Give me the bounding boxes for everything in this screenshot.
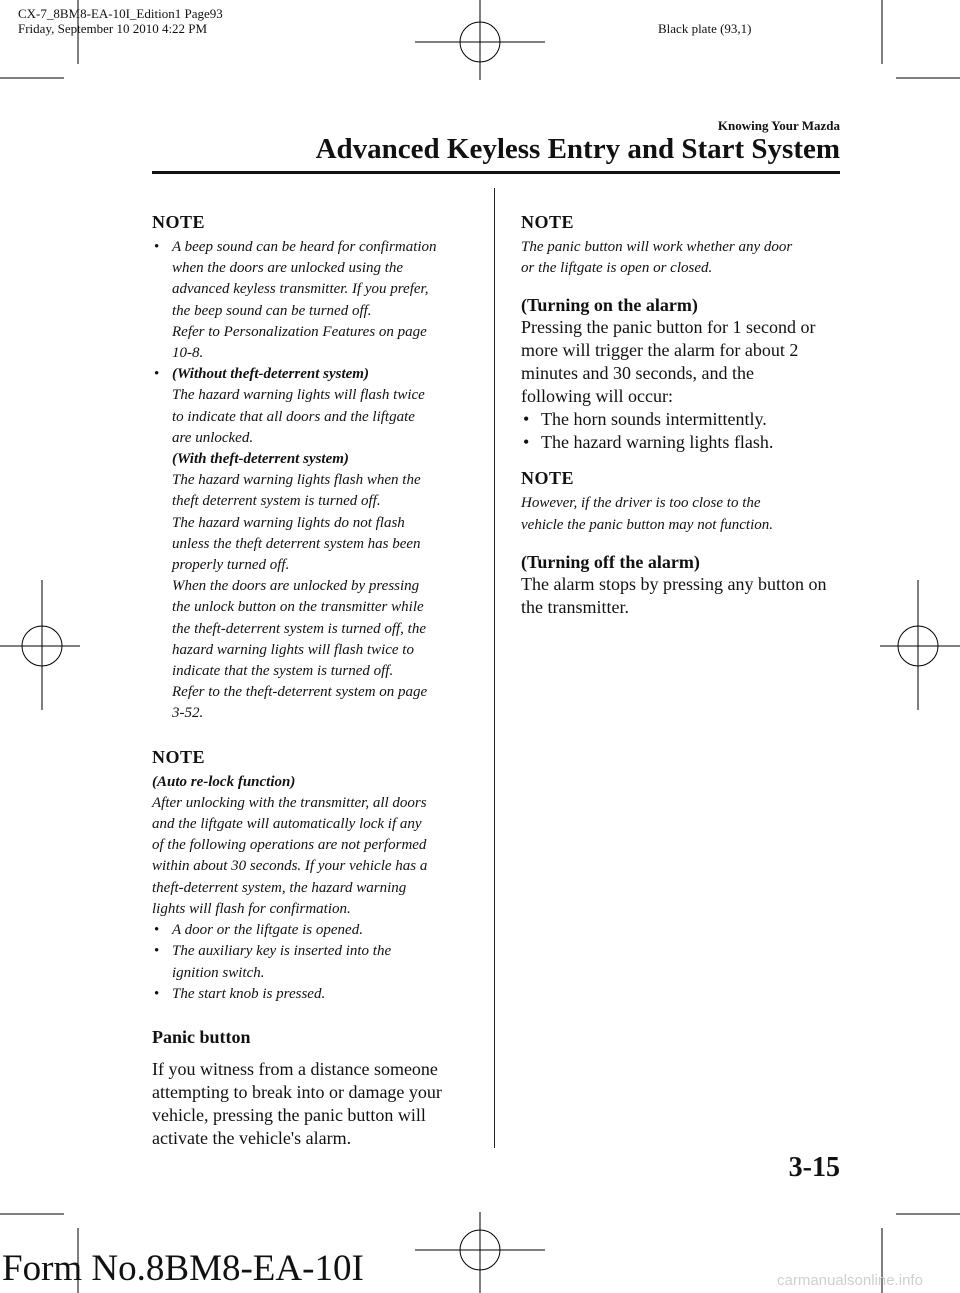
print-info-date: Friday, September 10 2010 4:22 PM [18, 21, 208, 36]
panic-heading: Panic button [152, 1026, 251, 1047]
distance-note-text: However, if the driver is too close to the vehicle the panic button may not function. [521, 495, 774, 533]
list-item: • The horn sounds intermittently. [521, 408, 851, 431]
header-rule [152, 171, 840, 174]
alarm-on-heading: (Turning on the alarm) [521, 295, 698, 316]
auto-relock-heading: (Auto re-lock function) [152, 773, 296, 790]
form-number: Form No.8BM8-EA-10I [2, 1248, 364, 1289]
auto-relock-list [152, 920, 482, 1005]
note-heading: NOTE [521, 212, 575, 232]
plate-label: Black plate (93,1) [658, 21, 752, 36]
alarm-on-text: Pressing the panic button for 1 second or more will trigger the alarm for about 2 minutes and 30 seconds, and the following will occur: [521, 317, 816, 407]
left-column [152, 212, 482, 1150]
alarm-off-heading: (Turning off the alarm) [521, 551, 700, 572]
right-column [521, 212, 851, 619]
list-item: • The start knob is pressed. [152, 984, 482, 1005]
list-item: • (Without theft-deterrent system) [152, 364, 482, 385]
panic-text: If you witness from a distance someone attempting to break into or damage your vehicle, pressing the panic button will activate the vehicle's alarm. [152, 1058, 442, 1148]
panic-note-text: The panic button will work whether any door or the liftgate is open or closed. [521, 239, 793, 277]
watermark: carmanualsonline.info [777, 1272, 923, 1289]
page-number: 3-15 [788, 1152, 840, 1183]
list-item: • A door or the liftgate is opened. [152, 920, 482, 941]
alarm-off-text: The alarm stops by pressing any button on the transmitter. [521, 573, 827, 617]
note-heading: NOTE [521, 468, 575, 489]
note-heading: NOTE [152, 746, 206, 767]
column-divider [494, 188, 495, 1148]
note-list [152, 237, 482, 385]
page-title: Advanced Keyless Entry and Start System [315, 133, 840, 165]
list-item: • The hazard warning lights flash. [521, 431, 851, 454]
alarm-on-list [521, 408, 851, 454]
without-theft-text: The hazard warning lights will flash twice to indicate that all doors and the liftgate are unlocked. (With theft-deterrent system) The hazard warning lights flash when the theft deterrent system is turned off. The hazard warning lights do not flash unless the theft deterrent system has been properly turned off. When the doors are unlocked by pressing the unlock button on the transmitter while the theft-deterrent system is turned off, the hazard warning lights will flash twice to indicate that the system is turned off. Refer to the theft-deterrent system on page 3-52. [152, 385, 482, 724]
with-theft-heading: (With theft-deterrent system) [172, 451, 349, 468]
print-info-job: CX-7_8BM8-EA-10I_Edition1 Page93 [18, 6, 223, 21]
section-label: Knowing Your Mazda [717, 118, 840, 133]
note-heading: NOTE [152, 212, 206, 232]
auto-relock-text: After unlocking with the transmitter, all doors and the liftgate will automatically lock if any of the following operations are not performed within about 30 seconds. If your vehicle has a theft-deterrent system, the hazard warning lights will flash for confirmation. [152, 794, 428, 917]
list-item: • A beep sound can be heard for confirmation when the doors are unlocked using the advanced keyless transmitter. If you prefer, the beep sound can be turned off. Refer to Personalization Features on page 10-8. [152, 237, 482, 364]
list-item: • The auxiliary key is inserted into the ignition switch. [152, 941, 482, 983]
